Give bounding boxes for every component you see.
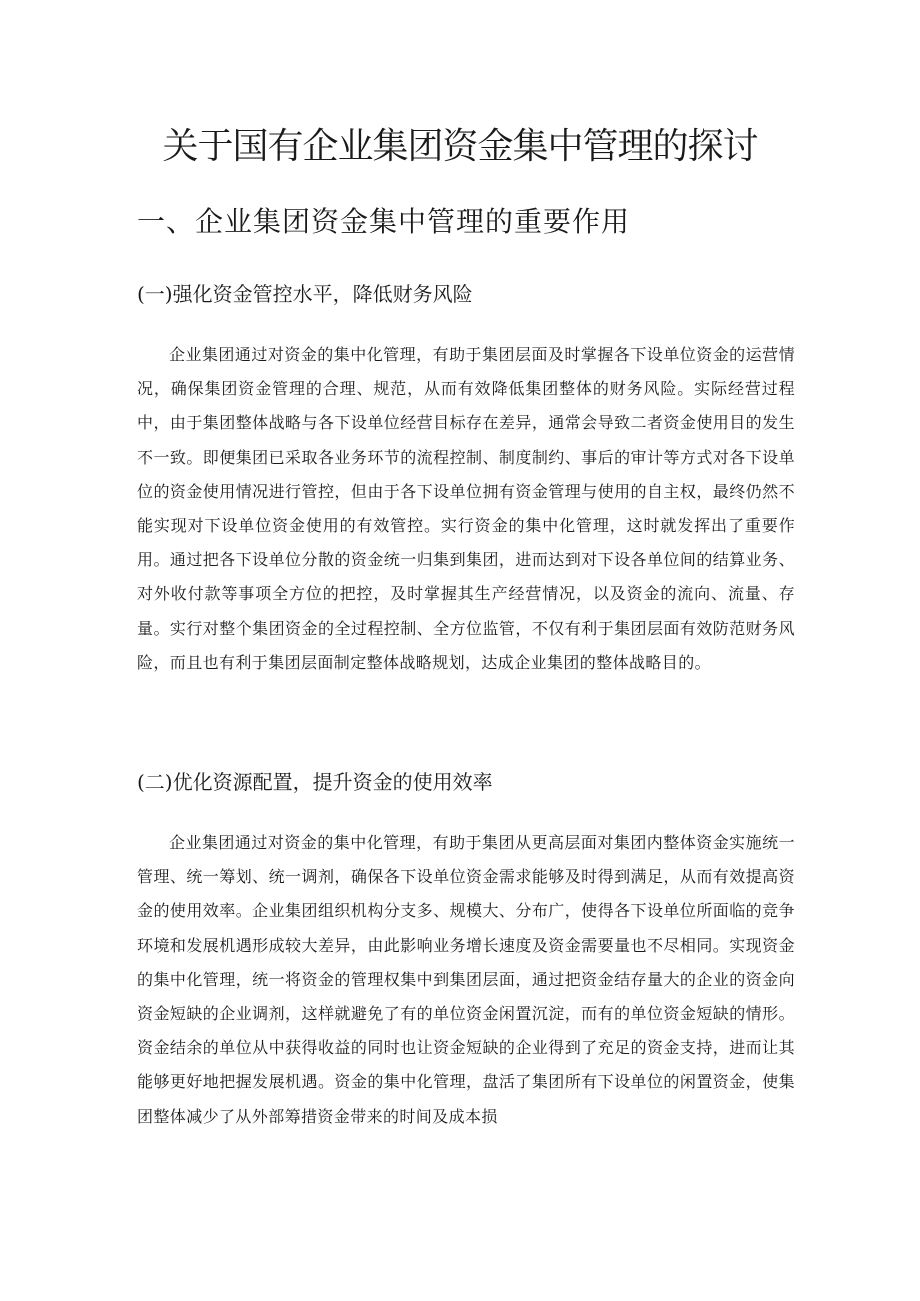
subsection-heading-2: (二)优化资源配置，提升资金的使用效率 bbox=[137, 770, 493, 794]
paragraph-1: 企业集团通过对资金的集中化管理，有助于集团层面及时掌握各下设单位资金的运营情况，确保集团资金管理的合理、规范，从而有效降低集团整体的财务风险。实际经营过程中，由于集团整体战略与各下设单位经营目标存在差异，通常会导致二者资金使用目的发生不一致。即便集团已采取各业务环节的流程控制、制度制约、事后的审计等方式对各下设单位的资金使用情况进行管控，但由于各下设单位拥有资金管理与使用的自主权，最终仍然不能实现对下设单位资金使用的有效管控。实行资金的集中化管理，这时就发挥出了重要作用。通过把各下设单位分散的资金统一归集到集团，进而达到对下设各单位间的结算业务、对外收付款等事项全方位的把控，及时掌握其生产经营情况，以及资金的流向、流量、存量。实行对整个集团资金的全过程控制、全方位监管，不仅有利于集团层面有效防范财务风险，而且也有利于集团层面制定整体战略规划，达成企业集团的整体战略目的。 bbox=[137, 345, 795, 672]
document-title: 关于国有企业集团资金集中管理的探讨 bbox=[162, 126, 758, 167]
subsection-heading-1: (一)强化资金管控水平，降低财务风险 bbox=[137, 282, 473, 306]
section-heading: 一、企业集团资金集中管理的重要作用 bbox=[137, 205, 631, 238]
paragraph-2: 企业集团通过对资金的集中化管理，有助于集团从更高层面对集团内整体资金实施统一管理、统一筹划、统一调剂，确保各下设单位资金需求能够及时得到满足，从而有效提高资金的使用效率。企业集团组织机构分支多、规模大、分布广，使得各下设单位所面临的竞争环境和发展机遇形成较大差异，由此影响业务增长速度及资金需要量也不尽相同。实现资金的集中化管理，统一将资金的管理权集中到集团层面，通过把资金结存量大的企业的资金向资金短缺的企业调剂，这样就避免了有的单位资金闲置沉淀，而有的单位资金短缺的情形。资金结余的单位从中获得收益的同时也让资金短缺的企业得到了充足的资金支持，进而让其能够更好地把握发展机遇。资金的集中化管理，盘活了集团所有下设单位的闲置资金，使集团整体减少了从外部筹措资金带来的时间及成本损 bbox=[137, 833, 795, 1126]
